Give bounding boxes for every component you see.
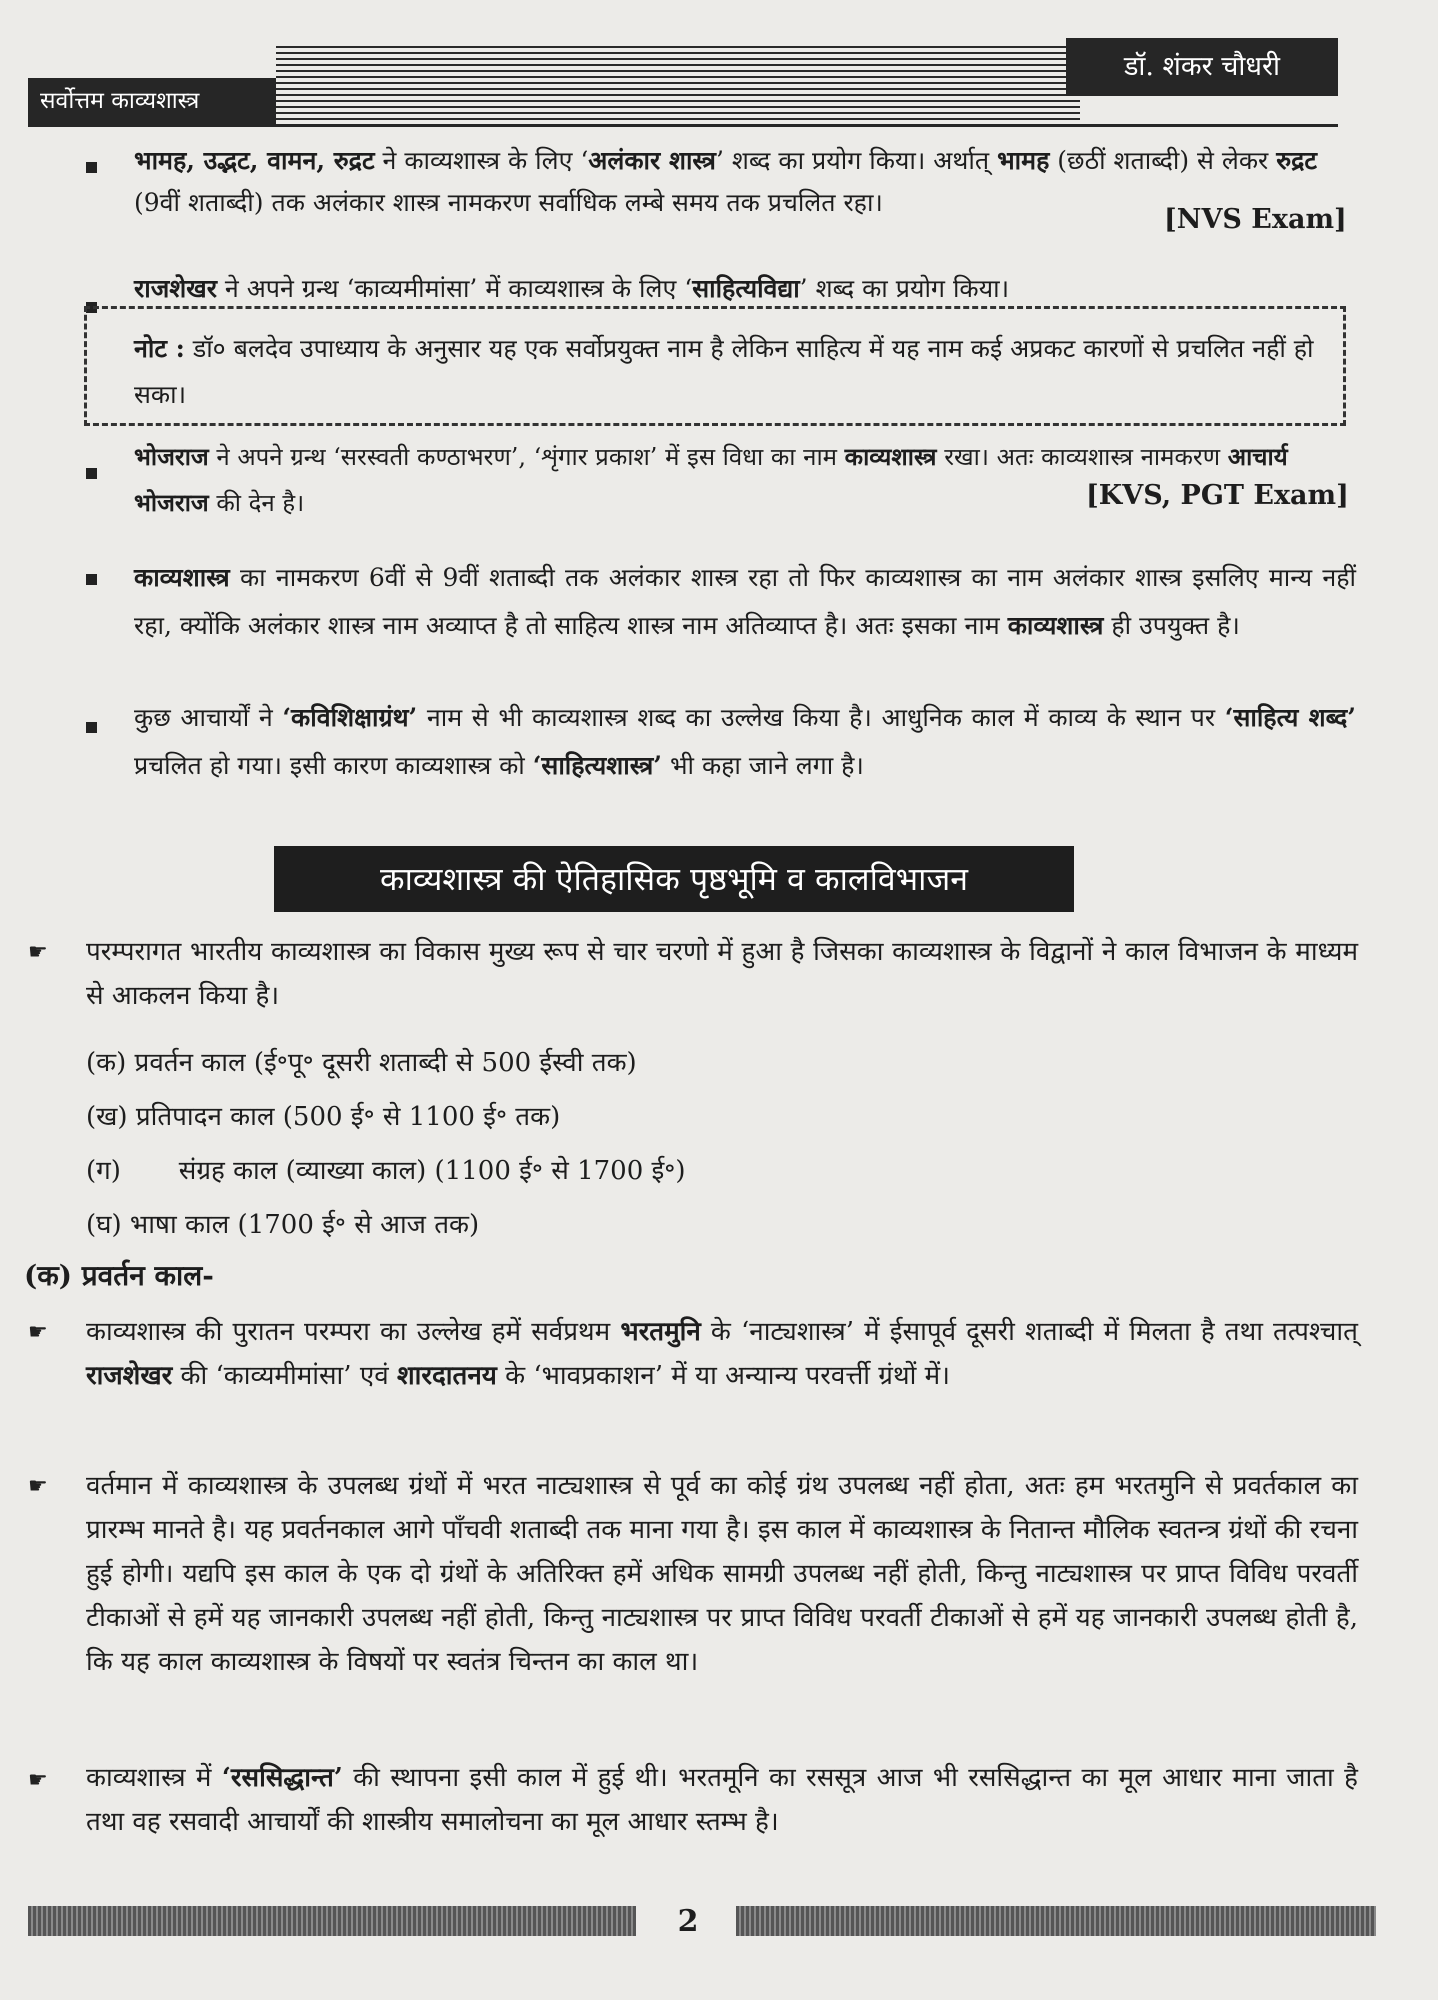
pointing-hand-icon: ☛ <box>28 1474 48 1499</box>
paragraph-2: वर्तमान में काव्यशास्त्र के उपलब्ध ग्रंथों में भरत नाट्यशास्त्र से पूर्व का कोई ग्रंथ उपलब्ध नहीं होता, अतः हम भरतमुनि से प्रवर्तकाल का प्रारम्भ मानते है। यह प्रवर्तनकाल आगे पाँचवी शताब्दी तक माना गया है। इस काल में काव्यशास्त्र के नितान्त मौलिक स्वतन्त्र ग्रंथों की रचना हुई होगी। यद्यपि इस काल के एक दो ग्रंथों के अतिरिक्त हमें अधिक सामग्री उपलब्ध नहीं होती, किन्तु नाट्यशास्त्र पर प्राप्त विविध परवर्ती टीकाओं से हमें यह जानकारी उपलब्ध नहीं होती, किन्तु नाट्यशास्त्र पर प्राप्त विविध परवर्ती टीकाओं से हमें यह जानकारी उपलब्ध होती है, कि यह काल काव्यशास्त्र के विषयों पर स्वतंत्र चिन्तन का काल था। <box>86 1471 1358 1677</box>
bold-text: अलंकार शास्त्र <box>588 146 716 175</box>
period-list <box>86 1036 1358 1252</box>
footer-bar-right <box>736 1906 1376 1936</box>
bold-text: आचार्य भोजराज <box>134 442 1288 517</box>
bold-text: भोजराज <box>134 442 209 471</box>
bold-text: ‘रससिद्धान्त’ <box>221 1763 343 1793</box>
footer-bar-left <box>28 1906 636 1936</box>
bullet-square-icon <box>86 162 97 173</box>
bullet-square-icon <box>86 574 97 585</box>
period-item: (घ) भाषा काल (1700 ई॰ से आज तक) <box>86 1210 480 1240</box>
bold-text: ‘साहित्य शब्द’ <box>1224 703 1356 732</box>
bold-text: भामह <box>997 146 1050 175</box>
bullet-square-icon <box>86 468 97 479</box>
bold-text: ‘कविशिक्षाग्रंथ’ <box>282 703 418 732</box>
pointing-hand-icon: ☛ <box>28 1320 48 1345</box>
period-item: (ख) प्रतिपादन काल (500 ई॰ से 1100 ई॰ तक) <box>86 1102 561 1132</box>
paragraph-1: काव्यशास्त्र की पुरातन परम्परा का उल्लेख हमें सर्वप्रथम भरतमुनि के ‘नाट्यशास्त्र’ में ईसापूर्व दूसरी शताब्दी में मिलता है तथा तत्पश्चात् राजशेखर की ‘काव्यमीमांसा’ एवं शारदातनय के ‘भावप्रकाशन’ में या अन्यान्य परवर्त्ती ग्रंथों में। <box>86 1317 1358 1391</box>
exam-tag-kvs: [KVS, PGT Exam] <box>1086 480 1349 511</box>
bold-text: राजशेखर <box>134 274 217 303</box>
bullet-square-icon <box>86 722 97 733</box>
bold-text: राजशेखर <box>86 1361 173 1391</box>
bold-text: काव्यशास्त्र <box>1007 611 1104 640</box>
bold-text: शारदातनय <box>396 1361 497 1391</box>
bullet-item-5: कुछ आचार्यों ने ‘कविशिक्षाग्रंथ’ नाम से भी काव्यशास्त्र शब्द का उल्लेख किया है। आधुनिक काल में काव्य के स्थान पर ‘साहित्य शब्द’ प्रचलित हो गया। इसी कारण काव्यशास्त्र को ‘साहित्यशास्त्र’ भी कहा जाने लगा है। <box>134 703 1356 780</box>
note-text: नोट : डॉ० बलदेव उपाध्याय के अनुसार यह एक सर्वोप्रयुक्त नाम है लेकिन साहित्य में यह नाम कई अप्रकट कारणों से प्रचलित नहीं हो सका। <box>134 334 1314 409</box>
header-author: डॉ. शंकर चौधरी <box>1066 38 1338 96</box>
bullet-item-2: राजशेखर ने अपने ग्रन्थ ‘काव्यमीमांसा’ में काव्यशास्त्र के लिए ‘साहित्यविद्या’ शब्द का प्रयोग किया। <box>134 274 1010 303</box>
pointing-hand-icon: ☛ <box>28 940 48 965</box>
header-book-title: सर्वोत्तम काव्यशास्त्र <box>28 78 276 124</box>
intro-paragraph: परम्परागत भारतीय काव्यशास्त्र का विकास मुख्य रूप से चार चरणो में हुआ है जिसका काव्यशास्त्र के विद्वानों ने काल विभाजन के माध्यम से आकलन किया है। <box>86 937 1358 1011</box>
exam-tag-nvs: [NVS Exam] <box>1164 204 1347 235</box>
bullet-item-1: भामह, उद्भट, वामन, रुद्रट ने काव्यशास्त्र के लिए ‘अलंकार शास्त्र’ शब्द का प्रयोग किया। अर्थात् भामह (छठीं शताब्दी) से लेकर रुद्रट (9वीं शताब्दी) तक अलंकार शास्त्र नामकरण सर्वाधिक लम्बे समय तक प्रचलित रहा। <box>134 146 1318 217</box>
header-rule <box>28 124 1338 127</box>
section-title: काव्यशास्त्र की ऐतिहासिक पृष्ठभूमि व कालविभाजन <box>274 846 1074 912</box>
note-label: नोट : <box>134 334 185 363</box>
subheading: (क) प्रवर्तन काल- <box>24 1259 214 1292</box>
bullet-item-4: काव्यशास्त्र का नामकरण 6वीं से 9वीं शताब्दी तक अलंकार शास्त्र रहा तो फिर काव्यशास्त्र का नाम अलंकार शास्त्र इसलिए मान्य नहीं रहा, क्योंकि अलंकार शास्त्र नाम अव्याप्त है तो साहित्य शास्त्र नाम अतिव्याप्त है। अतः इसका नाम काव्यशास्त्र ही उपयुक्त है। <box>134 563 1356 640</box>
bold-text: भामह, उद्भट, वामन, रुद्रट <box>134 146 375 175</box>
bold-text: काव्यशास्त्र <box>844 442 937 471</box>
page-number: 2 <box>677 1904 699 1939</box>
bold-text: काव्यशास्त्र <box>134 563 230 592</box>
bullet-item-3: भोजराज ने अपने ग्रन्थ ‘सरस्वती कण्ठाभरण’, ‘शृंगार प्रकाश’ में इस विधा का नाम काव्यशास्त्र रखा। अतः काव्यशास्त्र नामकरण आचार्य भोजराज की देन है। <box>134 442 1288 517</box>
pointing-hand-icon: ☛ <box>28 1768 48 1793</box>
bold-text: साहित्यविद्या <box>692 274 800 303</box>
period-item: (क) प्रवर्तन काल (ई॰पू॰ दूसरी शताब्दी से 500 ईस्वी तक) <box>86 1048 637 1078</box>
bold-text: ‘साहित्यशास्त्र’ <box>532 751 663 780</box>
header-stripes <box>276 46 1080 124</box>
paragraph-3: काव्यशास्त्र में ‘रससिद्धान्त’ की स्थापना इसी काल में हुई थी। भरतमूनि का रससूत्र आज भी रससिद्धान्त का मूल आधार माना जाता है तथा वह रसवादी आचार्यों की शास्त्रीय समालोचना का मूल आधार स्तम्भ है। <box>86 1763 1358 1837</box>
bold-text: भरतमुनि <box>620 1317 701 1347</box>
period-item: (ग) संग्रह काल (व्याख्या काल) (1100 ई॰ से 1700 ई॰) <box>86 1156 686 1186</box>
bold-text: रुद्रट <box>1276 146 1318 175</box>
